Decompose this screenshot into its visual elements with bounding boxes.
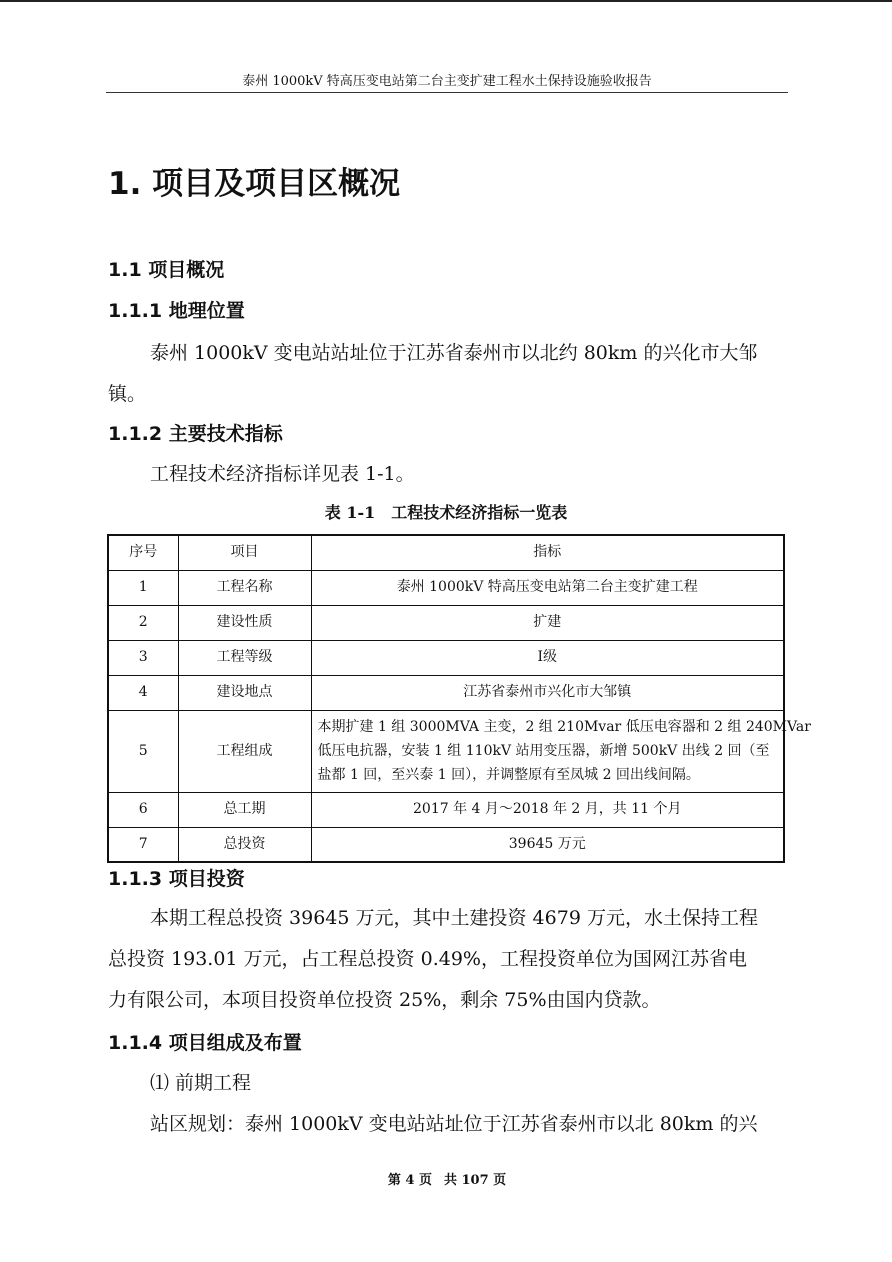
row-item: 工程组成 (178, 710, 311, 792)
total-pages: 共 107 页 (443, 1173, 507, 1188)
paragraph-line: 泰州 1000kV 变电站站址位于江苏省泰州市以北约 80km 的兴化市大邹 (150, 342, 758, 364)
paragraph-line: 工程技术经济指标详见表 1-1。 (150, 463, 415, 485)
location-paragraph (108, 333, 788, 415)
row-item: 工程等级 (178, 640, 311, 675)
section-1-1-1-heading: 1.1.1 地理位置 (108, 300, 245, 322)
row-number: 6 (108, 792, 178, 827)
row-value-line: 低压电抗器，安装 1 组 110kV 站用变压器，新增 500kV 出线 2 回（至 (317, 743, 770, 759)
paragraph-line: 本期工程总投资 39645 万元，其中土建投资 4679 万元，水土保持工程 (150, 907, 758, 929)
indicator-intro-paragraph (108, 454, 788, 495)
paragraph-line: 镇。 (108, 383, 147, 405)
row-item: 工程名称 (178, 570, 311, 605)
row-number: 7 (108, 827, 178, 862)
row-item: 总工期 (178, 792, 311, 827)
row-value: 39645 万元 (311, 827, 784, 862)
row-value: Ⅰ级 (311, 640, 784, 675)
page-number: 第 4 页 (387, 1173, 432, 1188)
table-row (108, 792, 784, 827)
row-item: 建设性质 (178, 605, 311, 640)
table-row (108, 675, 784, 710)
row-number: 4 (108, 675, 178, 710)
table-row (108, 605, 784, 640)
page-footer (106, 1172, 788, 1190)
table-row (108, 710, 784, 792)
table-caption: 表 1-1 工程技术经济指标一览表 (324, 503, 568, 522)
table-row (108, 570, 784, 605)
row-value: 2017 年 4 月～2018 年 2 月，共 11 个月 (311, 792, 784, 827)
row-item: 建设地点 (178, 675, 311, 710)
row-value-line: 本期扩建 1 组 3000MVA 主变，2 组 210Mvar 低压电容器和 2 组 240MVar (317, 719, 811, 735)
header-divider (106, 92, 788, 93)
section-1-1-2-heading: 1.1.2 主要技术指标 (108, 423, 283, 445)
list-item-early-works: ⑴ 前期工程 (150, 1072, 252, 1094)
running-header: 泰州 1000kV 特高压变电站第二台主变扩建工程水土保持设施验收报告 (242, 74, 652, 89)
table-row (108, 640, 784, 675)
section-1-1-4-heading: 1.1.4 项目组成及布置 (108, 1032, 302, 1054)
section-1-1-heading: 1.1 项目概况 (108, 259, 225, 281)
column-header-value: 指标 (311, 535, 784, 570)
chapter-title: 1. 项目及项目区概况 (108, 166, 401, 202)
column-header-item: 项目 (178, 535, 311, 570)
investment-paragraph (108, 898, 788, 1021)
table-row (108, 827, 784, 862)
row-value (311, 710, 811, 792)
table-header-row (108, 535, 784, 570)
column-header-no: 序号 (108, 535, 178, 570)
section-1-1-3-heading: 1.1.3 项目投资 (108, 868, 245, 890)
row-number: 2 (108, 605, 178, 640)
row-item: 总投资 (178, 827, 311, 862)
composition-paragraph (108, 1063, 788, 1145)
row-value: 扩建 (311, 605, 784, 640)
row-value: 江苏省泰州市兴化市大邹镇 (311, 675, 784, 710)
row-value: 泰州 1000kV 特高压变电站第二台主变扩建工程 (311, 570, 784, 605)
row-number: 3 (108, 640, 178, 675)
indicators-table (107, 534, 811, 863)
paragraph-line: 力有限公司，本项目投资单位投资 25%，剩余 75%由国内贷款。 (108, 989, 661, 1011)
paragraph-line: 总投资 193.01 万元，占工程总投资 0.49%，工程投资单位为国网江苏省电 (108, 948, 747, 970)
row-number: 1 (108, 570, 178, 605)
paragraph-line: 站区规划：泰州 1000kV 变电站站址位于江苏省泰州市以北 80km 的兴 (150, 1113, 758, 1135)
row-number: 5 (108, 710, 178, 792)
row-value-line: 盐都 1 回，至兴泰 1 回），并调整原有至凤城 2 回出线间隔。 (317, 767, 700, 783)
page-top-border (0, 0, 892, 2)
